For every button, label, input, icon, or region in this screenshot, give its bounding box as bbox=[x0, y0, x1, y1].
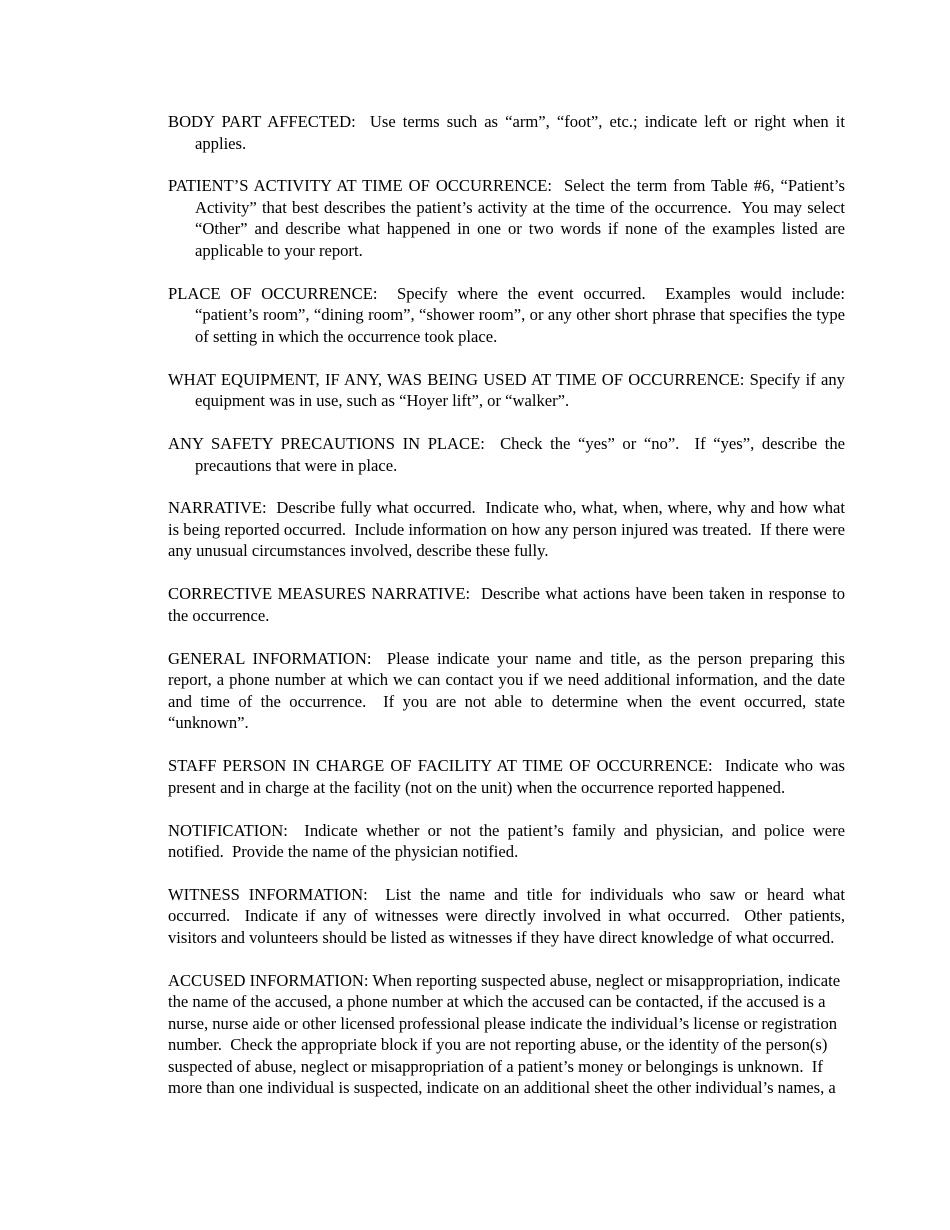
section-place-of-occurrence bbox=[168, 283, 850, 348]
section-equipment bbox=[168, 369, 850, 412]
section-heading: ACCUSED INFORMATION: bbox=[168, 970, 373, 990]
section-heading: GENERAL INFORMATION: bbox=[168, 648, 387, 668]
instructions-body bbox=[168, 111, 850, 1099]
section-heading: NARRATIVE: bbox=[168, 498, 277, 518]
section-body-part-affected bbox=[168, 111, 850, 154]
section-heading: PATIENT’S ACTIVITY AT TIME OF OCCURRENCE: bbox=[168, 176, 564, 196]
section-text: Describe what actions have been taken in response to the occurrence. bbox=[168, 584, 850, 625]
section-general-information bbox=[168, 648, 850, 734]
section-text: Select the term from Table #6, “Patient’s Activity” that best describes the patient’s activity at the time of the occurrence. You may select “Other” and describe what happened in one or two words if none of the examples listed are applicable to your report. bbox=[195, 176, 850, 260]
section-text: When reporting suspected abuse, neglect or misappropriation, indicate the name of the accused, a phone number at which the accused can be contacted, if the accused is a nurse, nurse aide or other licensed professional please indicate the individual’s license or registration number. Check the appropriate block if you are not reporting abuse, or the identity of the person(s) suspected of abuse, neglect or misappropriation of a patient’s money or belongings is unknown. If more than one individual is suspected, indicate on an additional sheet the other individual’s names, a bbox=[168, 970, 845, 1098]
section-text: Check the “yes” or “no”. If “yes”, describe the precautions that were in place. bbox=[195, 434, 850, 475]
section-accused-information bbox=[168, 970, 845, 1099]
section-corrective-measures bbox=[168, 583, 850, 626]
section-text: Please indicate your name and title, as the person preparing this report, a phone number at which we can contact you if we need additional information, and the date and time of the occurrence. If you are not able to determine when the event occurred, state “unknown”. bbox=[168, 648, 850, 733]
section-heading: STAFF PERSON IN CHARGE OF FACILITY AT TIME OF OCCURRENCE: bbox=[168, 756, 725, 776]
section-heading: BODY PART AFFECTED: bbox=[168, 112, 370, 131]
section-heading: WHAT EQUIPMENT, IF ANY, WAS BEING USED AT TIME OF OCCURRENCE: bbox=[168, 369, 750, 389]
section-heading: CORRECTIVE MEASURES NARRATIVE: bbox=[168, 584, 481, 604]
section-heading: ANY SAFETY PRECAUTIONS IN PLACE: bbox=[168, 434, 501, 454]
section-witness-information bbox=[168, 884, 850, 949]
section-staff-in-charge bbox=[168, 755, 850, 798]
section-text: Indicate whether or not the patient’s family and physician, and police were notified. Provide the name of the physician notified. bbox=[168, 820, 850, 862]
section-patient-activity bbox=[168, 175, 850, 261]
section-text: Specify where the event occurred. Examples would include: “patient’s room”, “dining room”, “shower room”, or any other short phrase that specifies the type of setting in which the occurrence took place. bbox=[195, 283, 850, 346]
section-text: Describe fully what occurred. Indicate who, what, when, where, why and how what is being reported occurred. Include information on how any person injured was treated. If there were any unusual circumstances involved, describe these fully. bbox=[168, 498, 850, 561]
section-text: List the name and title for individuals who saw or heard what occurred. Indicate if any of witnesses were directly involved in what occurred. Other patients, visitors and volunteers should be listed as witnesses if they have direct knowledge of what occurred. bbox=[168, 884, 850, 947]
section-narrative bbox=[168, 497, 850, 562]
section-text: Indicate who was present and in charge at the facility (not on the unit) when the occurrence reported happened. bbox=[168, 756, 850, 797]
section-heading: WITNESS INFORMATION: bbox=[168, 884, 386, 904]
section-notification bbox=[168, 820, 850, 863]
section-heading: PLACE OF OCCURRENCE: bbox=[168, 283, 397, 303]
section-text: Specify if any equipment was in use, such as “Hoyer lift”, or “walker”. bbox=[195, 369, 850, 411]
section-safety-precautions bbox=[168, 433, 850, 476]
section-heading: NOTIFICATION: bbox=[168, 820, 305, 840]
section-text: Use terms such as “arm”, “foot”, etc.; indicate left or right when it applies. bbox=[195, 112, 850, 153]
